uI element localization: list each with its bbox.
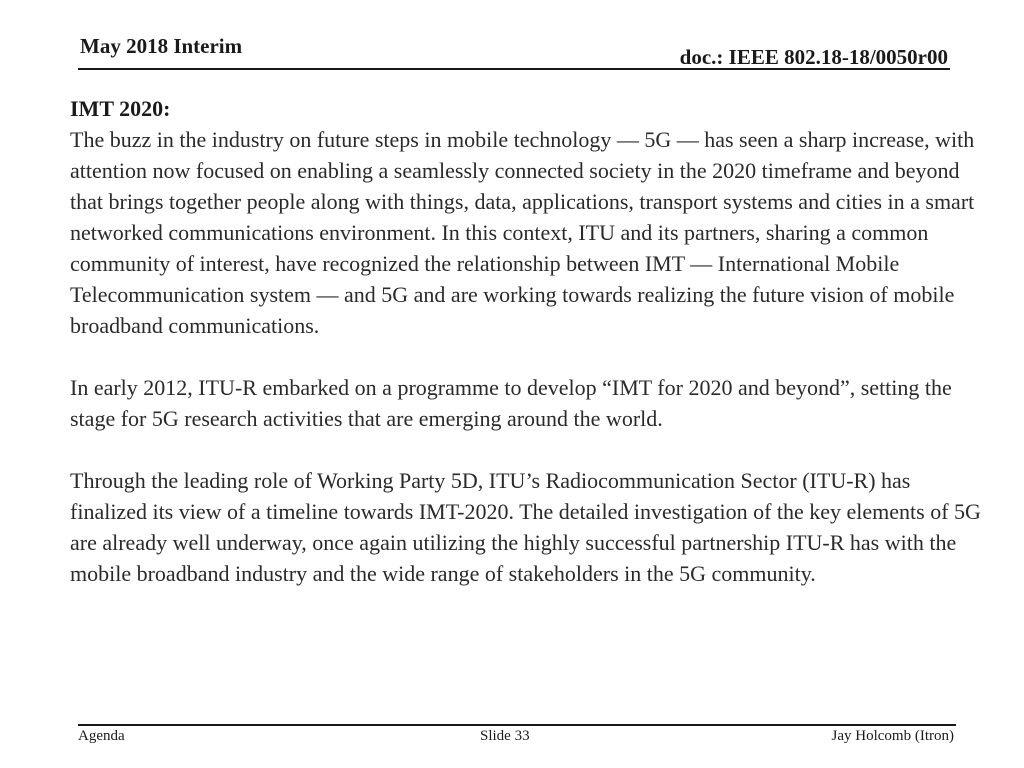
document-id: doc.: IEEE 802.18-18/0050r00	[679, 45, 948, 69]
paragraph-3: Through the leading role of Working Party 5D, ITU’s Radiocommunication Sector (ITU-R) has finalized its view of a timeline towards IMT-2020. The detailed investigation of the key elements of 5G are already well underway, once again utilizing the highly successful partnership ITU-R has with the mobile broadband industry and the wide range of stakeholders in the 5G community.	[70, 468, 981, 586]
slide-body	[70, 93, 990, 620]
paragraph-2: In early 2012, ITU-R embarked on a programme to develop “IMT for 2020 and beyond”, setting the stage for 5G research activities that are emerging around the world.	[70, 375, 952, 431]
header-date: May 2018 Interim	[80, 34, 243, 58]
slide-number: Slide 33	[480, 728, 530, 744]
footer-divider	[78, 724, 956, 726]
paragraph-1-text: The buzz in the industry on future steps in mobile technology — 5G — has seen a sharp increase, with attention now focused on enabling a seamlessly connected society in the 2020 timeframe and beyond that brings together people along with things, data, applications, transport systems and cities in a smart networked communications environment. In this context, ITU and its partners, sharing a common community of interest, have recognized the relationship between IMT — International Mobile Telecommunication system — and 5G and are working towards realizing the future vision of mobile broadband communications.	[70, 127, 975, 338]
paragraph-1	[70, 93, 990, 341]
header-divider	[78, 68, 950, 70]
footer-author: Jay Holcomb (Itron)	[831, 728, 954, 744]
section-heading: IMT 2020:	[70, 96, 171, 121]
footer-agenda: Agenda	[78, 728, 125, 744]
